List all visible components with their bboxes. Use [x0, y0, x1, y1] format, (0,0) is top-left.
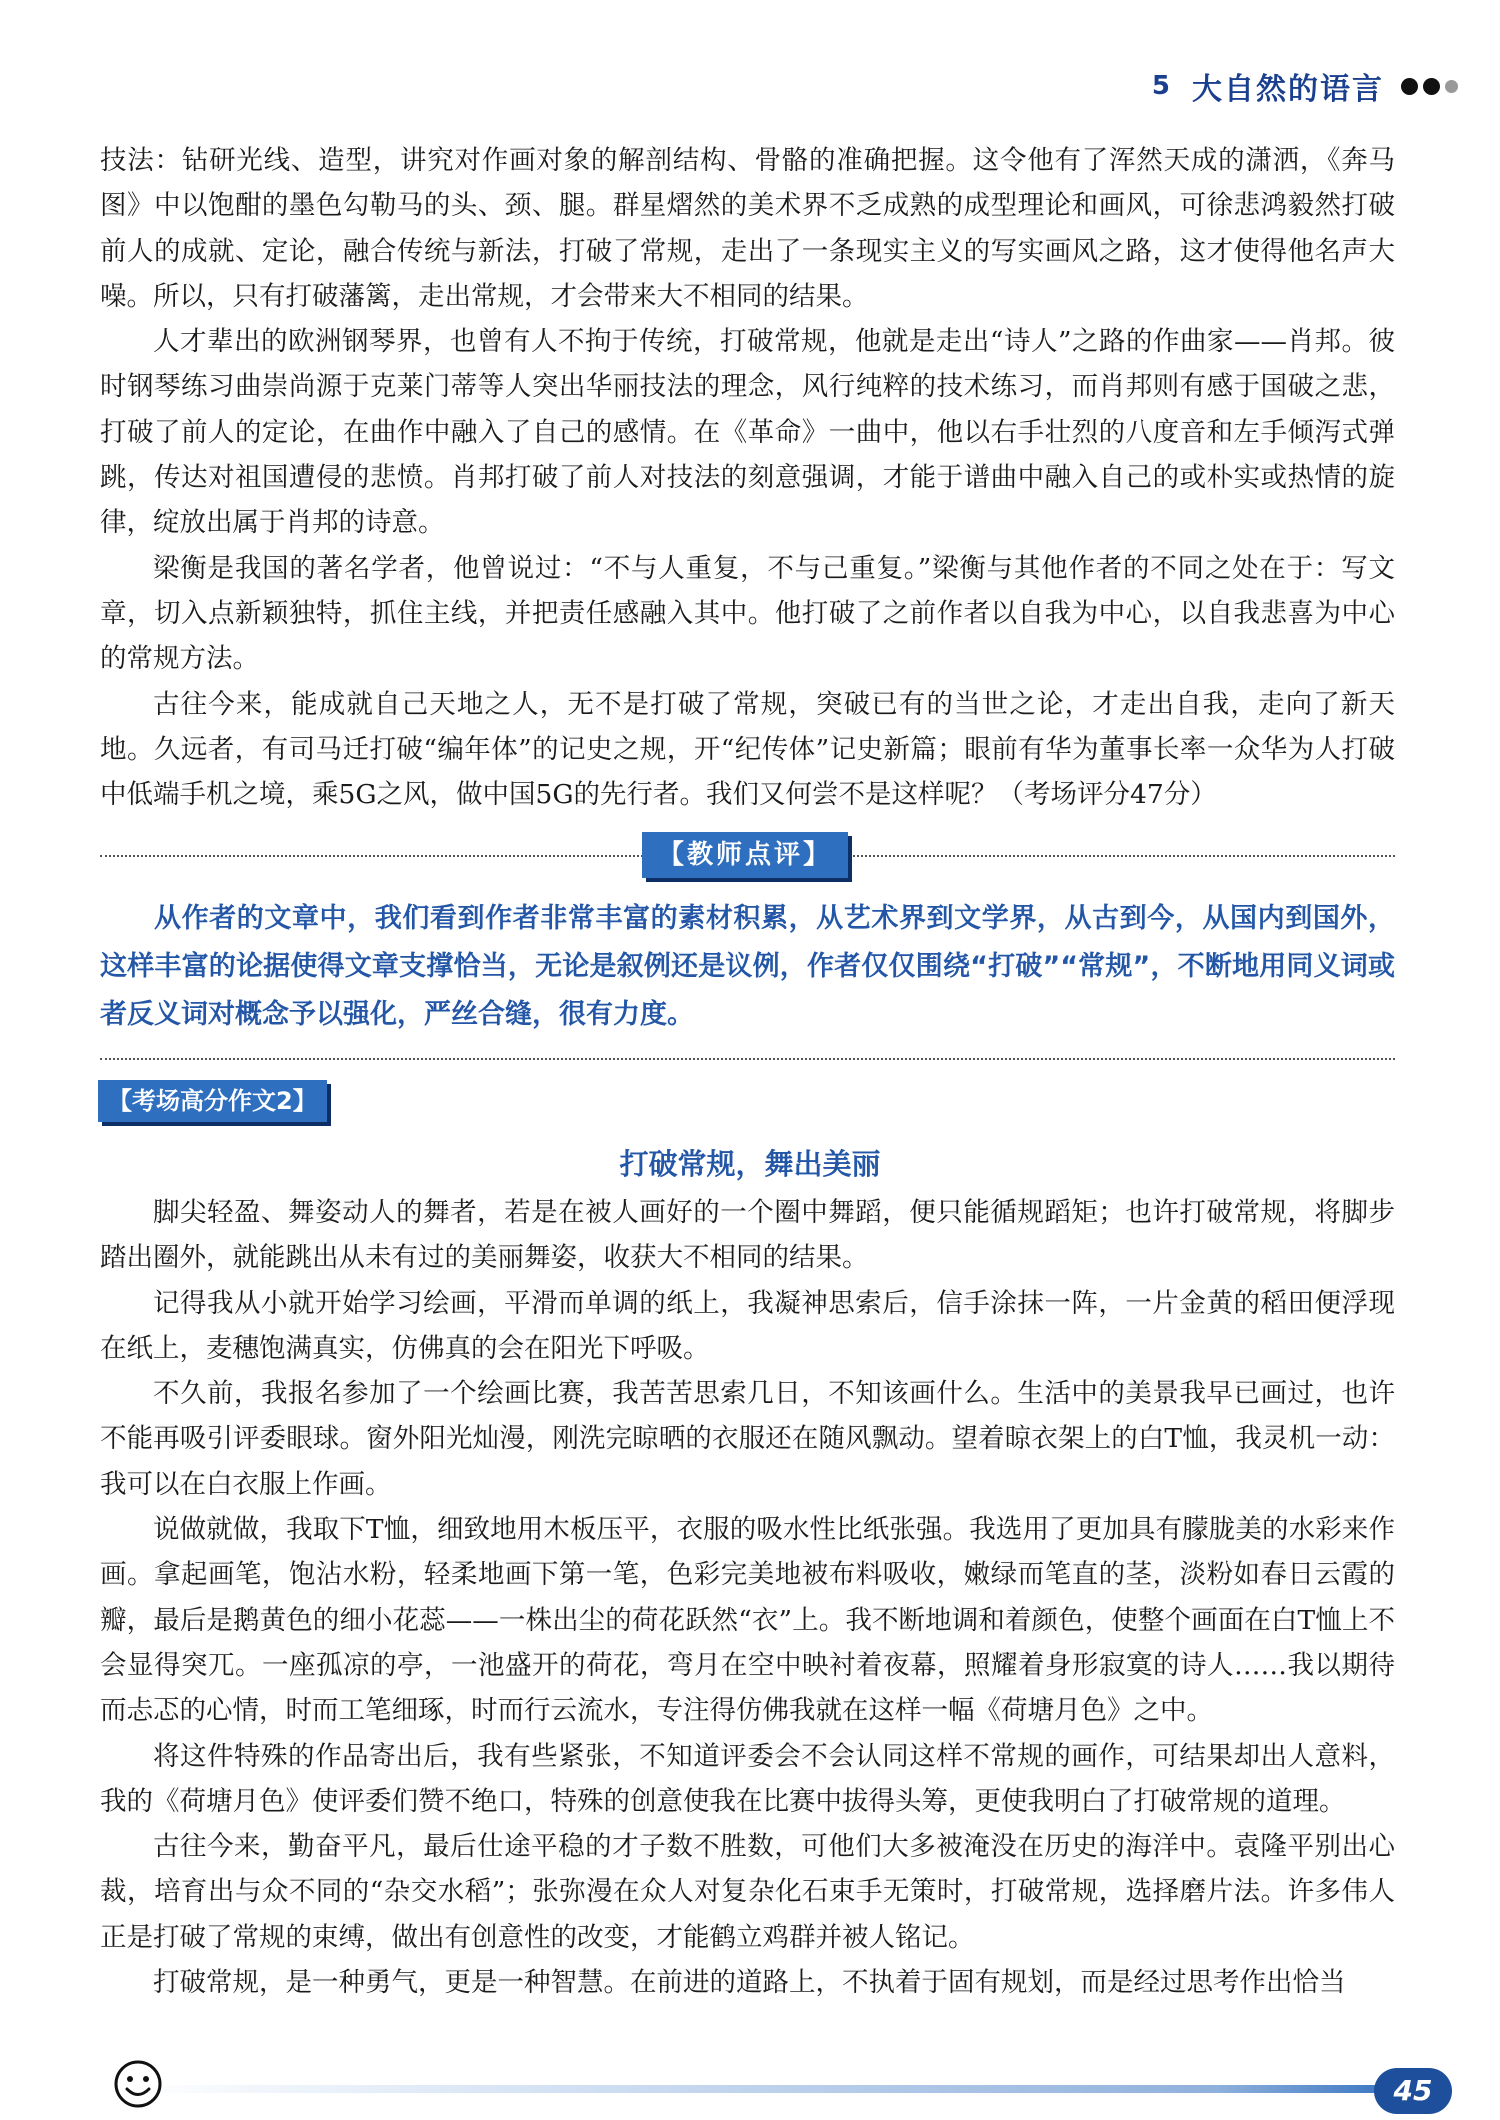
paragraph: 梁衡是我国的著名学者，他曾说过：“不与人重复，不与己重复。”梁衡与其他作者的不同之处在于：写文章，切入点新颖独特，抓住主线，并把责任感融入其中。他打破了之前作者以自我为中心，以自我悲喜为中心的常规方法。	[100, 552, 1395, 675]
decorative-dots-icon	[1396, 78, 1458, 95]
teacher-comment	[100, 895, 1395, 1039]
paragraph: 古往今来，能成就自己天地之人，无不是打破了常规，突破已有的当世之论，才走出自我，走向了新天地。久远者，有司马迁打破“编年体”的记史之规，开“纪传体”记史新篇；眼前有华为董事长率一众华为人打破中低端手机之境，乘5G之风，做中国5G的先行者。我们又何尝不是这样呢？（考场评分47分）	[100, 688, 1395, 811]
section-divider	[100, 1058, 1395, 1060]
essay2-body	[100, 1190, 1395, 2005]
essay2-label: 【考场高分作文2】	[98, 1080, 327, 1122]
paragraph: 技法：钻研光线、造型，讲究对作画对象的解剖结构、骨骼的准确把握。这令他有了浑然天成的潇洒，《奔马图》中以饱酣的墨色勾勒马的头、颈、腿。群星熠然的美术界不乏成熟的成型理论和画风，可徐悲鸿毅然打破前人的成就、定论，融合传统与新法，打破了常规，走出了一条现实主义的写实画风之路，这才使得他名声大噪。所以，只有打破藩篱，走出常规，才会带来大不相同的结果。	[100, 145, 1395, 312]
paragraph: 古往今来，勤奋平凡，最后仕途平稳的才子数不胜数，可他们大多被淹没在历史的海洋中。袁隆平别出心裁，培育出与众不同的“杂交水稻”；张弥漫在众人对复杂化石束手无策时，打破常规，选择磨片法。许多伟人正是打破了常规的束缚，做出有创意性的改变，才能鹤立鸡群并被人铭记。	[100, 1831, 1395, 1953]
paragraph: 将这件特殊的作品寄出后，我有些紧张，不知道评委会不会认同这样不常规的画作，可结果却出人意料，我的《荷塘月色》使评委们赞不绝口，特殊的创意使我在比赛中拔得头筹，更使我明白了打破常规的道理。	[100, 1740, 1395, 1817]
teacher-comment-text: 从作者的文章中，我们看到作者非常丰富的素材积累，从艺术界到文学界，从古到今，从国内到国外，这样丰富的论据使得文章支撑恰当，无论是叙例还是议例，作者仅仅围绕“打破”“常规”，不断地用同义词或者反义词对概念予以强化，严丝合缝，很有力度。	[100, 903, 1395, 1030]
page-header	[1152, 64, 1458, 108]
footer-rule	[130, 2085, 1410, 2093]
paragraph: 脚尖轻盈、舞姿动人的舞者，若是在被人画好的一个圈中舞蹈，便只能循规蹈矩；也许打破常规，将脚步踏出圈外，就能跳出从未有过的美丽舞姿，收获大不相同的结果。	[100, 1197, 1395, 1274]
essay-title: 打破常规，舞出美丽	[619, 1147, 881, 1181]
paragraph: 记得我从小就开始学习绘画，平滑而单调的纸上，我凝神思索后，信手涂抹一阵，一片金黄的稻田便浮现在纸上，麦穗饱满真实，仿佛真的会在阳光下呼吸。	[100, 1287, 1395, 1364]
essay1-continuation	[100, 138, 1395, 817]
chapter-title: 大自然的语言	[1192, 72, 1384, 107]
paragraph: 打破常规，是一种勇气，更是一种智慧。在前进的道路上，不执着于固有规划，而是经过思考作出恰当	[153, 1967, 1346, 1999]
page-number: 45	[1374, 2068, 1452, 2114]
chapter-number: 5	[1151, 71, 1170, 101]
paragraph: 说做就做，我取下T恤，细致地用木板压平，衣服的吸水性比纸张强。我选用了更加具有朦胧美的水彩来作画。拿起画笔，饱沾水粉，轻柔地画下第一笔，色彩完美地被布料吸收，嫩绿而笔直的茎，淡粉如春日云霞的瓣，最后是鹅黄色的细小花蕊——一株出尘的荷花跃然“衣”上。我不断地调和着颜色，使整个画面在白T恤上不会显得突兀。一座孤凉的亭，一池盛开的荷花，弯月在空中映衬着夜幕，照耀着身形寂寞的诗人……我以期待而忐忑的心情，时而工笔细琢，时而行云流水，专注得仿佛我就在这样一幅《荷塘月色》之中。	[100, 1514, 1395, 1727]
paragraph: 不久前，我报名参加了一个绘画比赛，我苦苦思索几日，不知该画什么。生活中的美景我早已画过，也许不能再吸引评委眼球。窗外阳光灿漫，刚洗完晾晒的衣服还在随风飘动。望着晾衣架上的白T恤，我灵机一动：我可以在白衣服上作画。	[100, 1378, 1395, 1500]
paragraph: 人才辈出的欧洲钢琴界，也曾有人不拘于传统，打破常规，他就是走出“诗人”之路的作曲家——肖邦。彼时钢琴练习曲崇尚源于克莱门蒂等人突出华丽技法的理念，风行纯粹的技术练习，而肖邦则有感于国破之悲，打破了前人的定论，在曲作中融入了自己的感情。在《革命》一曲中，他以右手壮烈的八度音和左手倾泻式弹跳，传达对祖国遭侵的悲愤。肖邦打破了前人对技法的刻意强调，才能于谱曲中融入自己的或朴实或热情的旋律，绽放出属于肖邦的诗意。	[100, 326, 1395, 539]
teacher-comment-label: 【教师点评】	[642, 832, 848, 878]
smiley-icon	[112, 2058, 164, 2110]
